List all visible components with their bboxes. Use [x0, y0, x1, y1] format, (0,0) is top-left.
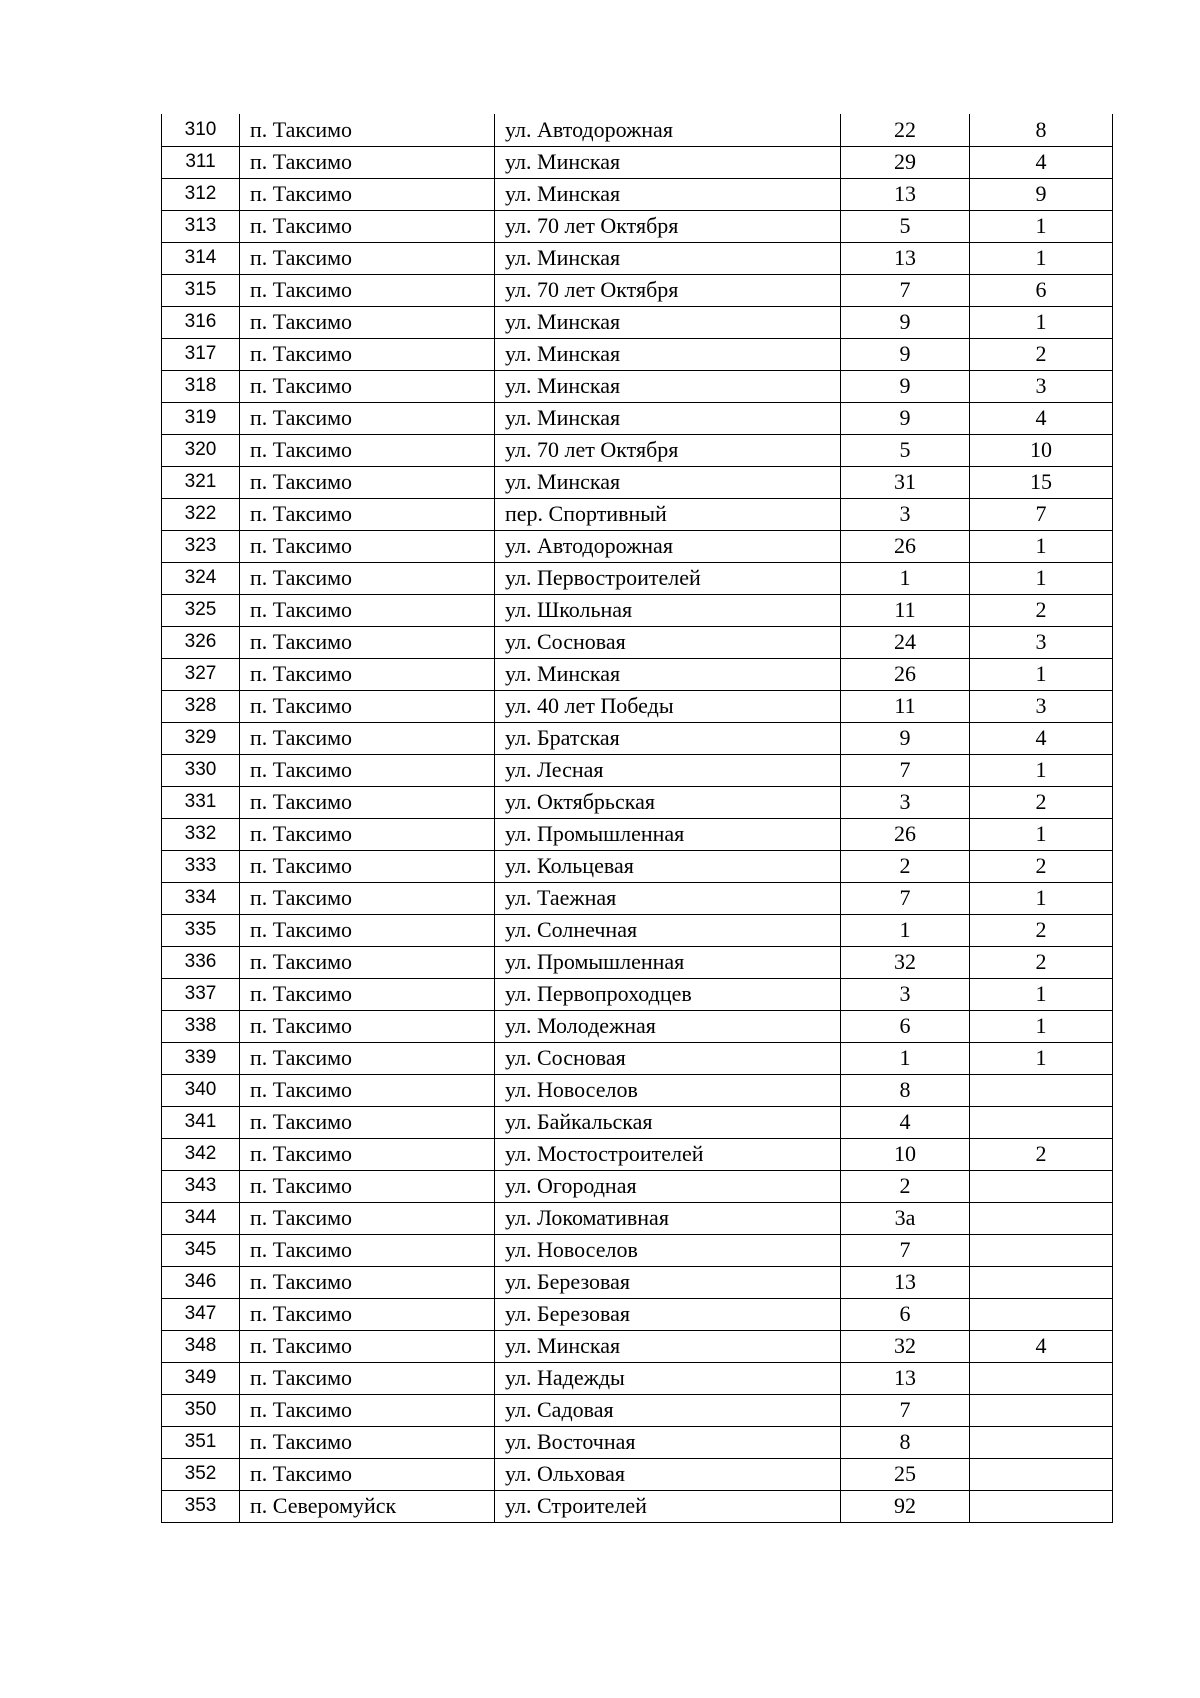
apartment-number-cell [970, 1298, 1113, 1330]
table-row [162, 1234, 1113, 1266]
table-row [162, 1298, 1113, 1330]
settlement-cell: п. Таксимо [240, 1074, 495, 1106]
street-cell: ул. Минская [495, 338, 841, 370]
street-cell: ул. Минская [495, 466, 841, 498]
street-cell: ул. Надежды [495, 1362, 841, 1394]
street-cell: ул. Лесная [495, 754, 841, 786]
street-cell: ул. Локомативная [495, 1202, 841, 1234]
settlement-cell: п. Таксимо [240, 1426, 495, 1458]
house-number-cell: 25 [841, 1458, 970, 1490]
row-number-cell: 334 [162, 882, 240, 914]
apartment-number-cell: 1 [970, 818, 1113, 850]
row-number-cell: 323 [162, 530, 240, 562]
house-number-cell: 9 [841, 338, 970, 370]
table-row [162, 1266, 1113, 1298]
house-number-cell: 5 [841, 434, 970, 466]
house-number-cell: 31 [841, 466, 970, 498]
table-row [162, 434, 1113, 466]
row-number-cell: 310 [162, 114, 240, 146]
house-number-cell: 13 [841, 178, 970, 210]
settlement-cell: п. Таксимо [240, 114, 495, 146]
house-number-cell: 29 [841, 146, 970, 178]
house-number-cell: 11 [841, 594, 970, 626]
table-row [162, 1426, 1113, 1458]
house-number-cell: 22 [841, 114, 970, 146]
table-row [162, 690, 1113, 722]
apartment-number-cell: 2 [970, 914, 1113, 946]
apartment-number-cell [970, 1458, 1113, 1490]
row-number-cell: 313 [162, 210, 240, 242]
apartment-number-cell: 1 [970, 562, 1113, 594]
row-number-cell: 327 [162, 658, 240, 690]
street-cell: ул. Школьная [495, 594, 841, 626]
row-number-cell: 322 [162, 498, 240, 530]
table-row [162, 1330, 1113, 1362]
table-row [162, 1042, 1113, 1074]
street-cell: ул. Таежная [495, 882, 841, 914]
row-number-cell: 344 [162, 1202, 240, 1234]
row-number-cell: 311 [162, 146, 240, 178]
row-number-cell: 314 [162, 242, 240, 274]
apartment-number-cell [970, 1106, 1113, 1138]
table-row [162, 1074, 1113, 1106]
table-row [162, 274, 1113, 306]
settlement-cell: п. Таксимо [240, 1298, 495, 1330]
row-number-cell: 329 [162, 722, 240, 754]
table-row [162, 626, 1113, 658]
house-number-cell: 26 [841, 530, 970, 562]
house-number-cell: 11 [841, 690, 970, 722]
house-number-cell: 13 [841, 1266, 970, 1298]
settlement-cell: п. Северомуйск [240, 1490, 495, 1522]
settlement-cell: п. Таксимо [240, 178, 495, 210]
row-number-cell: 352 [162, 1458, 240, 1490]
row-number-cell: 348 [162, 1330, 240, 1362]
row-number-cell: 333 [162, 850, 240, 882]
table-row [162, 146, 1113, 178]
house-number-cell: 13 [841, 1362, 970, 1394]
row-number-cell: 319 [162, 402, 240, 434]
street-cell: ул. Автодорожная [495, 530, 841, 562]
house-number-cell: 2 [841, 850, 970, 882]
row-number-cell: 343 [162, 1170, 240, 1202]
apartment-number-cell [970, 1426, 1113, 1458]
apartment-number-cell: 4 [970, 146, 1113, 178]
table-row [162, 114, 1113, 146]
apartment-number-cell: 7 [970, 498, 1113, 530]
apartment-number-cell [970, 1074, 1113, 1106]
row-number-cell: 338 [162, 1010, 240, 1042]
settlement-cell: п. Таксимо [240, 242, 495, 274]
street-cell: ул. Минская [495, 370, 841, 402]
apartment-number-cell: 1 [970, 1042, 1113, 1074]
street-cell: ул. Минская [495, 658, 841, 690]
settlement-cell: п. Таксимо [240, 914, 495, 946]
table-row [162, 1138, 1113, 1170]
table-row [162, 1106, 1113, 1138]
table-row [162, 594, 1113, 626]
street-cell: ул. 40 лет Победы [495, 690, 841, 722]
settlement-cell: п. Таксимо [240, 434, 495, 466]
settlement-cell: п. Таксимо [240, 498, 495, 530]
table-row [162, 1170, 1113, 1202]
street-cell: ул. Березовая [495, 1266, 841, 1298]
house-number-cell: 6 [841, 1010, 970, 1042]
row-number-cell: 316 [162, 306, 240, 338]
table-row [162, 850, 1113, 882]
row-number-cell: 341 [162, 1106, 240, 1138]
row-number-cell: 349 [162, 1362, 240, 1394]
street-cell: ул. Минская [495, 178, 841, 210]
apartment-number-cell [970, 1394, 1113, 1426]
row-number-cell: 325 [162, 594, 240, 626]
house-number-cell: 13 [841, 242, 970, 274]
house-number-cell: 5 [841, 210, 970, 242]
apartment-number-cell [970, 1170, 1113, 1202]
street-cell: ул. Октябрьская [495, 786, 841, 818]
street-cell: ул. Огородная [495, 1170, 841, 1202]
settlement-cell: п. Таксимо [240, 1010, 495, 1042]
street-cell: ул. Садовая [495, 1394, 841, 1426]
apartment-number-cell: 6 [970, 274, 1113, 306]
settlement-cell: п. Таксимо [240, 306, 495, 338]
row-number-cell: 328 [162, 690, 240, 722]
settlement-cell: п. Таксимо [240, 1138, 495, 1170]
apartment-number-cell: 1 [970, 754, 1113, 786]
settlement-cell: п. Таксимо [240, 146, 495, 178]
table-row [162, 1394, 1113, 1426]
settlement-cell: п. Таксимо [240, 1170, 495, 1202]
apartment-number-cell: 4 [970, 722, 1113, 754]
apartment-number-cell [970, 1490, 1113, 1522]
row-number-cell: 330 [162, 754, 240, 786]
street-cell: ул. Сосновая [495, 626, 841, 658]
house-number-cell: 3 [841, 978, 970, 1010]
settlement-cell: п. Таксимо [240, 594, 495, 626]
row-number-cell: 335 [162, 914, 240, 946]
street-cell: ул. Минская [495, 306, 841, 338]
house-number-cell: 1 [841, 562, 970, 594]
apartment-number-cell: 1 [970, 978, 1113, 1010]
street-cell: ул. Первопроходцев [495, 978, 841, 1010]
apartment-number-cell: 3 [970, 370, 1113, 402]
apartment-number-cell: 8 [970, 114, 1113, 146]
street-cell: пер. Спортивный [495, 498, 841, 530]
table-row [162, 1010, 1113, 1042]
apartment-number-cell: 2 [970, 1138, 1113, 1170]
settlement-cell: п. Таксимо [240, 850, 495, 882]
house-number-cell: 32 [841, 1330, 970, 1362]
apartment-number-cell: 2 [970, 850, 1113, 882]
street-cell: ул. Молодежная [495, 1010, 841, 1042]
row-number-cell: 320 [162, 434, 240, 466]
table-row [162, 306, 1113, 338]
house-number-cell: 9 [841, 370, 970, 402]
house-number-cell: 9 [841, 306, 970, 338]
settlement-cell: п. Таксимо [240, 690, 495, 722]
house-number-cell: 26 [841, 658, 970, 690]
house-number-cell: 8 [841, 1426, 970, 1458]
house-number-cell: 7 [841, 1234, 970, 1266]
street-cell: ул. Новоселов [495, 1074, 841, 1106]
street-cell: ул. Братская [495, 722, 841, 754]
table-row [162, 786, 1113, 818]
apartment-number-cell: 3 [970, 626, 1113, 658]
street-cell: ул. Восточная [495, 1426, 841, 1458]
house-number-cell: 24 [841, 626, 970, 658]
row-number-cell: 336 [162, 946, 240, 978]
table-row [162, 722, 1113, 754]
settlement-cell: п. Таксимо [240, 1234, 495, 1266]
settlement-cell: п. Таксимо [240, 722, 495, 754]
apartment-number-cell: 3 [970, 690, 1113, 722]
settlement-cell: п. Таксимо [240, 754, 495, 786]
table-row [162, 818, 1113, 850]
settlement-cell: п. Таксимо [240, 1330, 495, 1362]
row-number-cell: 317 [162, 338, 240, 370]
apartment-number-cell: 1 [970, 1010, 1113, 1042]
settlement-cell: п. Таксимо [240, 978, 495, 1010]
table-row [162, 882, 1113, 914]
row-number-cell: 337 [162, 978, 240, 1010]
settlement-cell: п. Таксимо [240, 626, 495, 658]
street-cell: ул. 70 лет Октября [495, 274, 841, 306]
row-number-cell: 340 [162, 1074, 240, 1106]
row-number-cell: 332 [162, 818, 240, 850]
apartment-number-cell [970, 1362, 1113, 1394]
house-number-cell: 4 [841, 1106, 970, 1138]
table-row [162, 914, 1113, 946]
house-number-cell: 9 [841, 402, 970, 434]
street-cell: ул. Минская [495, 242, 841, 274]
settlement-cell: п. Таксимо [240, 210, 495, 242]
settlement-cell: п. Таксимо [240, 1362, 495, 1394]
row-number-cell: 347 [162, 1298, 240, 1330]
house-number-cell: 3а [841, 1202, 970, 1234]
table-row [162, 466, 1113, 498]
settlement-cell: п. Таксимо [240, 562, 495, 594]
house-number-cell: 7 [841, 274, 970, 306]
house-number-cell: 9 [841, 722, 970, 754]
row-number-cell: 318 [162, 370, 240, 402]
table-row [162, 498, 1113, 530]
table-row [162, 562, 1113, 594]
street-cell: ул. Минская [495, 146, 841, 178]
apartment-number-cell: 4 [970, 1330, 1113, 1362]
table-row [162, 210, 1113, 242]
table-row [162, 1490, 1113, 1522]
street-cell: ул. Автодорожная [495, 114, 841, 146]
settlement-cell: п. Таксимо [240, 338, 495, 370]
apartment-number-cell: 2 [970, 946, 1113, 978]
street-cell: ул. Байкальская [495, 1106, 841, 1138]
settlement-cell: п. Таксимо [240, 1042, 495, 1074]
apartment-number-cell [970, 1266, 1113, 1298]
settlement-cell: п. Таксимо [240, 466, 495, 498]
settlement-cell: п. Таксимо [240, 1106, 495, 1138]
table-row [162, 370, 1113, 402]
table-row [162, 530, 1113, 562]
table-row [162, 1362, 1113, 1394]
street-cell: ул. Березовая [495, 1298, 841, 1330]
address-table [161, 114, 1113, 1523]
row-number-cell: 339 [162, 1042, 240, 1074]
street-cell: ул. Сосновая [495, 1042, 841, 1074]
row-number-cell: 324 [162, 562, 240, 594]
settlement-cell: п. Таксимо [240, 882, 495, 914]
house-number-cell: 7 [841, 882, 970, 914]
apartment-number-cell: 1 [970, 210, 1113, 242]
street-cell: ул. Минская [495, 402, 841, 434]
apartment-number-cell: 1 [970, 658, 1113, 690]
address-table-body [162, 114, 1113, 1522]
street-cell: ул. Мостостроителей [495, 1138, 841, 1170]
street-cell: ул. Солнечная [495, 914, 841, 946]
apartment-number-cell [970, 1202, 1113, 1234]
apartment-number-cell: 2 [970, 338, 1113, 370]
table-row [162, 338, 1113, 370]
row-number-cell: 315 [162, 274, 240, 306]
row-number-cell: 350 [162, 1394, 240, 1426]
table-row [162, 658, 1113, 690]
street-cell: ул. Ольховая [495, 1458, 841, 1490]
apartment-number-cell: 9 [970, 178, 1113, 210]
apartment-number-cell: 10 [970, 434, 1113, 466]
settlement-cell: п. Таксимо [240, 274, 495, 306]
apartment-number-cell: 2 [970, 594, 1113, 626]
row-number-cell: 321 [162, 466, 240, 498]
house-number-cell: 8 [841, 1074, 970, 1106]
house-number-cell: 7 [841, 754, 970, 786]
street-cell: ул. Минская [495, 1330, 841, 1362]
row-number-cell: 331 [162, 786, 240, 818]
street-cell: ул. 70 лет Октября [495, 210, 841, 242]
row-number-cell: 346 [162, 1266, 240, 1298]
street-cell: ул. Первостроителей [495, 562, 841, 594]
house-number-cell: 3 [841, 786, 970, 818]
settlement-cell: п. Таксимо [240, 818, 495, 850]
row-number-cell: 342 [162, 1138, 240, 1170]
table-row [162, 242, 1113, 274]
apartment-number-cell: 1 [970, 306, 1113, 338]
apartment-number-cell [970, 1234, 1113, 1266]
house-number-cell: 32 [841, 946, 970, 978]
apartment-number-cell: 4 [970, 402, 1113, 434]
table-row [162, 402, 1113, 434]
settlement-cell: п. Таксимо [240, 1266, 495, 1298]
settlement-cell: п. Таксимо [240, 658, 495, 690]
street-cell: ул. Промышленная [495, 946, 841, 978]
settlement-cell: п. Таксимо [240, 530, 495, 562]
table-row [162, 946, 1113, 978]
settlement-cell: п. Таксимо [240, 1394, 495, 1426]
house-number-cell: 3 [841, 498, 970, 530]
settlement-cell: п. Таксимо [240, 946, 495, 978]
settlement-cell: п. Таксимо [240, 1202, 495, 1234]
house-number-cell: 1 [841, 914, 970, 946]
apartment-number-cell: 2 [970, 786, 1113, 818]
settlement-cell: п. Таксимо [240, 1458, 495, 1490]
apartment-number-cell: 1 [970, 530, 1113, 562]
row-number-cell: 353 [162, 1490, 240, 1522]
table-row [162, 1202, 1113, 1234]
house-number-cell: 10 [841, 1138, 970, 1170]
street-cell: ул. Промышленная [495, 818, 841, 850]
row-number-cell: 351 [162, 1426, 240, 1458]
table-row [162, 178, 1113, 210]
house-number-cell: 1 [841, 1042, 970, 1074]
house-number-cell: 2 [841, 1170, 970, 1202]
house-number-cell: 92 [841, 1490, 970, 1522]
house-number-cell: 26 [841, 818, 970, 850]
street-cell: ул. Кольцевая [495, 850, 841, 882]
table-row [162, 1458, 1113, 1490]
street-cell: ул. Новоселов [495, 1234, 841, 1266]
row-number-cell: 345 [162, 1234, 240, 1266]
row-number-cell: 312 [162, 178, 240, 210]
table-row [162, 754, 1113, 786]
apartment-number-cell: 15 [970, 466, 1113, 498]
house-number-cell: 6 [841, 1298, 970, 1330]
apartment-number-cell: 1 [970, 242, 1113, 274]
settlement-cell: п. Таксимо [240, 402, 495, 434]
apartment-number-cell: 1 [970, 882, 1113, 914]
row-number-cell: 326 [162, 626, 240, 658]
settlement-cell: п. Таксимо [240, 370, 495, 402]
house-number-cell: 7 [841, 1394, 970, 1426]
settlement-cell: п. Таксимо [240, 786, 495, 818]
street-cell: ул. 70 лет Октября [495, 434, 841, 466]
table-row [162, 978, 1113, 1010]
street-cell: ул. Строителей [495, 1490, 841, 1522]
